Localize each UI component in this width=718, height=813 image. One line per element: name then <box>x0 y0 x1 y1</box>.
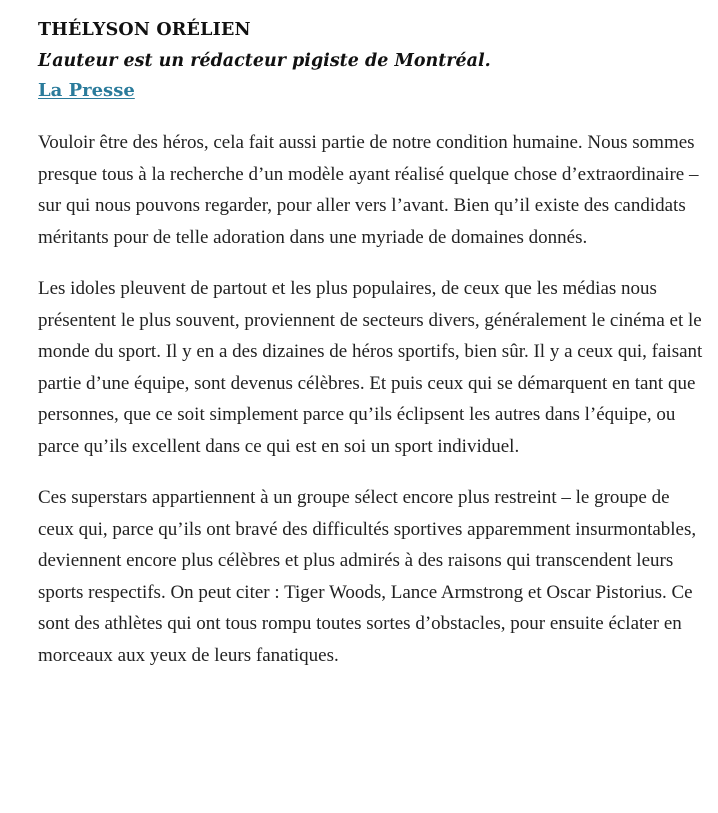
byline <box>38 14 706 106</box>
author-name: THÉLYSON ORÉLIEN <box>38 20 251 40</box>
paragraph-3: Ces superstars appartiennent à un groupe sélect encore plus restreint – le groupe de ceux qui, parce qu’ils ont bravé des difficultés sportives apparemment insurmontables, deviennent encore plus célèbres et plus admirés à des raisons qui transcendent leurs sports respectifs. On peut citer : Tiger Woods, Lance Armstrong et Oscar Pistorius. Ce sont des athlètes qui ont tous rompu toutes sortes d’obstacles, pour ensuite éclater en morceaux aux yeux de leurs fanatiques. <box>38 487 697 666</box>
author-bio: L’auteur est un rédacteur pigiste de Montréal. <box>38 51 491 71</box>
paragraph-1: Vouloir être des héros, cela fait aussi partie de notre condition humaine. Nous sommes presque tous à la recherche d’un modèle ayant réalisé quelque chose d’extraordinaire – sur qui nous pouvons regarder, pour aller vers l’avant. Bien qu’il existe des candidats méritants pour de telle adoration dans une myriade de domaines donnés. <box>38 132 699 248</box>
paragraph-2: Les idoles pleuvent de partout et les plus populaires, de ceux que les médias nous présentent le plus souvent, proviennent de secteurs divers, généralement le cinéma et le monde du sport. Il y en a des dizaines de héros sportifs, bien sûr. Il y a ceux qui, faisant partie d’une équipe, sont devenus célèbres. Et puis ceux qui se démarquent en tant que personnes, que ce soit simplement parce qu’ils éclipsent les autres dans l’équipe, ou parce qu’ils excellent dans ce qui est en soi un sport individuel. <box>38 278 703 457</box>
source-link[interactable]: La Presse <box>38 80 135 101</box>
article-body <box>38 127 706 671</box>
